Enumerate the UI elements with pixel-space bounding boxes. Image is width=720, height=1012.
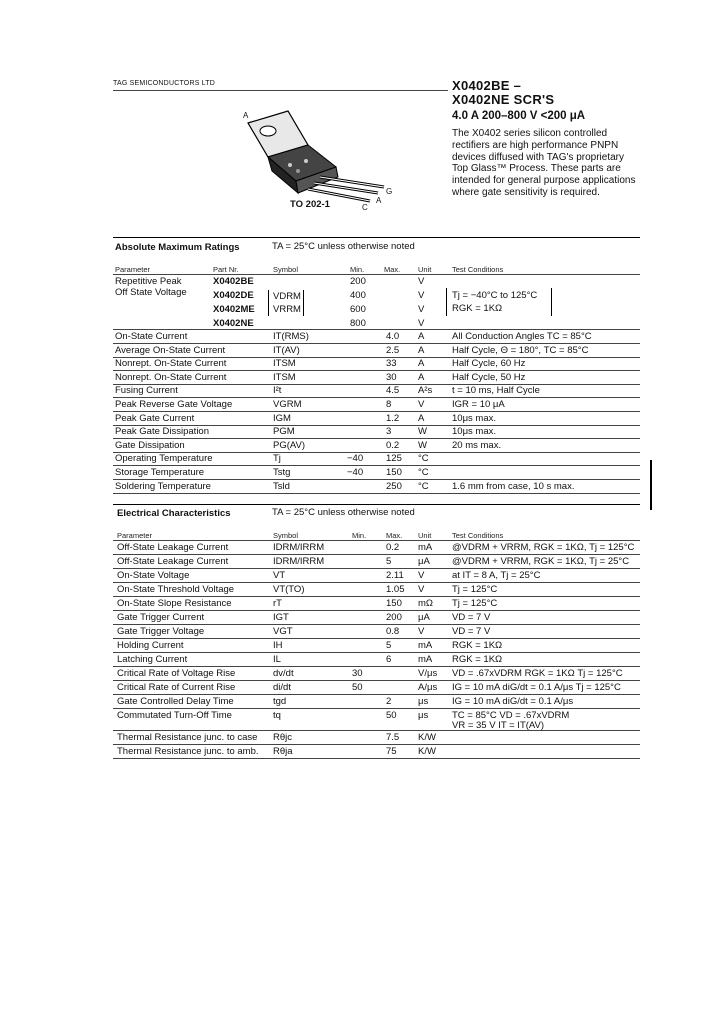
table-cell-symbol: dv/dt: [273, 668, 294, 679]
row-divider: [113, 744, 640, 745]
table-cell-symbol: Rθjc: [273, 732, 293, 743]
elec-header-test-conditions: Test Conditions: [452, 531, 504, 540]
table-cell-parameter: Gate Controlled Delay Time: [117, 696, 234, 707]
table-cell-symbol: Tstg: [273, 467, 291, 478]
part-number: X0402DE: [213, 290, 254, 301]
part-number: X0402ME: [213, 304, 255, 315]
table-cell-conditions: IG = 10 mA diG/dt = 0.1 A/μs Tj = 125°C: [452, 682, 621, 693]
abs-rep-symbol-bracket: [268, 290, 304, 316]
table-cell-max: 6: [386, 654, 392, 665]
table-cell-unit: K/W: [418, 732, 436, 743]
table-cell-symbol: IH: [273, 640, 283, 651]
abs-header-divider: [113, 274, 640, 275]
abs-row-divider: [113, 329, 640, 330]
table-cell-conditions: All Conduction Angles TC = 85°C: [452, 331, 592, 342]
table-cell-parameter: On-State Slope Resistance: [117, 598, 232, 609]
row-divider: [113, 582, 640, 583]
row-divider: [113, 652, 640, 653]
row-divider: [113, 438, 640, 439]
table-cell-symbol: IL: [273, 654, 281, 665]
abs-rep-symbol-vdrm: VDRM: [273, 291, 301, 302]
table-cell-parameter: Peak Gate Current: [115, 413, 195, 424]
abs-header-max: Max.: [384, 265, 401, 274]
row-divider: [113, 694, 640, 695]
table-cell-unit: V/μs: [418, 668, 438, 679]
table-cell-unit: A/μs: [418, 682, 438, 693]
table-cell-max: 0.2: [386, 542, 400, 553]
table-cell-parameter: Gate Trigger Current: [117, 612, 205, 623]
elec-header-parameter: Parameter: [117, 531, 153, 540]
table-cell-max: 7.5: [386, 732, 400, 743]
table-cell-unit: mΩ: [418, 598, 434, 609]
row-divider: [113, 343, 640, 344]
abs-header-partnr: Part Nr.: [213, 265, 239, 274]
row-divider: [113, 479, 640, 480]
table-cell-symbol: di/dt: [273, 682, 291, 693]
table-cell-parameter: On-State Voltage: [117, 570, 190, 581]
abs-rep-param-line2: Off State Voltage: [115, 287, 187, 298]
abs-header-parameter: Parameter: [115, 265, 151, 274]
table-cell-parameter: Peak Reverse Gate Voltage: [115, 399, 233, 410]
table-cell-symbol: Rθja: [273, 746, 293, 757]
company-name: TAG SEMICONDUCTORS LTD: [113, 80, 216, 87]
row-divider: [113, 680, 640, 681]
row-divider: [113, 730, 640, 731]
table-cell-min: 30: [352, 668, 363, 679]
table-cell-parameter: Average On-State Current: [115, 345, 226, 356]
table-cell-conditions: t = 10 ms, Half Cycle: [452, 385, 540, 396]
table-cell-parameter: On-State Threshold Voltage: [117, 584, 235, 595]
table-cell-conditions: at IT = 8 A, Tj = 25°C: [452, 570, 541, 581]
table-cell-conditions: 20 ms max.: [452, 440, 502, 451]
table-cell-unit: μs: [418, 696, 429, 707]
table-cell-unit: mA: [418, 542, 433, 553]
table-cell-max: 1.05: [386, 584, 405, 595]
table-cell-max: 50: [386, 710, 397, 721]
table-cell-conditions: Half Cycle, Θ = 180°, TC = 85°C: [452, 345, 589, 356]
row-divider: [113, 758, 640, 759]
table-cell-parameter: Critical Rate of Current Rise: [117, 682, 236, 693]
table-cell-conditions: VD = 7 V: [452, 612, 491, 623]
table-cell-unit: A²s: [418, 385, 433, 396]
section-divider-electrical: [113, 504, 640, 505]
row-divider: [113, 493, 640, 494]
table-cell-unit: V: [418, 399, 425, 410]
table-cell-parameter: Off-State Leakage Current: [117, 542, 229, 553]
table-cell-max: 4.0: [386, 331, 400, 342]
table-cell-conditions: 10μs max.: [452, 413, 497, 424]
abs-header-min: Min.: [350, 265, 365, 274]
table-cell-conditions: RGK = 1KΩ: [452, 640, 503, 651]
table-cell-symbol: VT(TO): [273, 584, 305, 595]
abs-rep-unit: V: [418, 276, 425, 287]
table-cell-max: 33: [386, 358, 397, 369]
table-cell-max: 30: [386, 372, 397, 383]
table-cell-conditions-line2: VR = 35 V IT = IT(AV): [452, 720, 545, 731]
table-cell-unit: μA: [418, 612, 430, 623]
table-cell-max: 1.2: [386, 413, 400, 424]
table-cell-parameter: Nonrept. On-State Current: [115, 358, 227, 369]
table-cell-symbol: ITSM: [273, 372, 296, 383]
row-divider: [113, 411, 640, 412]
abs-rep-param-line1: Repetitive Peak: [115, 276, 182, 287]
row-divider: [113, 568, 640, 569]
abs-rep-max: 200: [350, 276, 366, 287]
table-cell-conditions: TC = 85°C VD = .67xVDRM: [452, 710, 570, 721]
table-cell-unit: μs: [418, 710, 429, 721]
table-cell-parameter: Thermal Resistance junc. to case: [117, 732, 258, 743]
table-cell-symbol: VGT: [273, 626, 293, 637]
header-divider: [113, 90, 448, 91]
table-cell-symbol: tgd: [273, 696, 287, 707]
table-cell-max: 75: [386, 746, 397, 757]
part-title-line2: X0402NE SCR'S: [452, 92, 555, 107]
table-cell-conditions: Half Cycle, 60 Hz: [452, 358, 526, 369]
table-cell-max: 2.11: [386, 570, 404, 581]
table-cell-max: 250: [386, 481, 402, 492]
abs-rep-cond-line2: RGK = 1KΩ: [452, 303, 503, 314]
table-cell-symbol: IGM: [273, 413, 291, 424]
table-cell-parameter: On-State Current: [115, 331, 188, 342]
row-divider: [113, 708, 640, 709]
pin-label-g: G: [386, 187, 393, 196]
table-cell-max: 5: [386, 556, 392, 567]
abs-rep-cond-line1: Tj = −40°C to 125°C: [452, 290, 538, 301]
table-cell-unit: W: [418, 440, 427, 451]
table-cell-parameter: Storage Temperature: [115, 467, 205, 478]
table-cell-unit: A: [418, 413, 425, 424]
table-cell-symbol: I²t: [273, 385, 282, 396]
table-cell-symbol: PG(AV): [273, 440, 306, 451]
table-cell-unit: V: [418, 626, 425, 637]
elec-header-unit: Unit: [418, 531, 432, 540]
table-cell-conditions: @VDRM + VRRM, RGK = 1KΩ, Tj = 125°C: [452, 542, 635, 553]
table-cell-unit: A: [418, 345, 425, 356]
table-cell-symbol: IGT: [273, 612, 289, 623]
table-cell-parameter: Thermal Resistance junc. to amb.: [117, 746, 259, 757]
abs-rep-max: 800: [350, 318, 366, 329]
table-cell-unit: A: [418, 331, 425, 342]
margin-mark: [650, 460, 652, 510]
abs-header-test-conditions: Test Conditions: [452, 265, 504, 274]
pin-label-a: A: [376, 196, 382, 205]
absolute-max-condition: TA = 25°C unless otherwise noted: [272, 241, 415, 252]
table-cell-unit: W: [418, 426, 427, 437]
row-divider: [113, 624, 640, 625]
row-divider: [113, 554, 640, 555]
table-cell-symbol: VGRM: [273, 399, 302, 410]
table-cell-symbol: ITSM: [273, 358, 296, 369]
row-divider: [113, 397, 640, 398]
pin-label-a-tab: A: [243, 111, 249, 120]
pin-label-c: C: [362, 203, 368, 212]
table-cell-symbol: VT: [273, 570, 286, 581]
row-divider: [113, 370, 640, 371]
section-divider-top: [113, 237, 640, 238]
table-cell-parameter: Commutated Turn-Off Time: [117, 710, 232, 721]
table-cell-min: −40: [347, 453, 364, 464]
table-cell-max: 125: [386, 453, 402, 464]
key-ratings: 4.0 A 200–800 V <200 μA: [452, 110, 586, 122]
table-cell-max: 4.5: [386, 385, 400, 396]
table-cell-max: 0.8: [386, 626, 400, 637]
abs-rep-max: 400: [350, 290, 366, 301]
table-cell-parameter: Critical Rate of Voltage Rise: [117, 668, 236, 679]
table-cell-symbol: IT(RMS): [273, 331, 309, 342]
table-cell-conditions: @VDRM + VRRM, RGK = 1KΩ, Tj = 25°C: [452, 556, 630, 567]
table-cell-conditions: 10μs max.: [452, 426, 497, 437]
table-cell-conditions: Half Cycle, 50 Hz: [452, 372, 526, 383]
table-cell-max: 5: [386, 640, 392, 651]
table-cell-parameter: Nonrept. On-State Current: [115, 372, 227, 383]
table-cell-parameter: Operating Temperature: [115, 453, 213, 464]
package-label: TO 202-1: [290, 199, 330, 210]
table-cell-parameter: Holding Current: [117, 640, 184, 651]
abs-rep-unit: V: [418, 290, 425, 301]
table-cell-conditions: Tj = 125°C: [452, 584, 498, 595]
table-cell-parameter: Gate Trigger Voltage: [117, 626, 205, 637]
table-cell-symbol: IDRM/IRRM: [273, 556, 325, 567]
table-cell-unit: μA: [418, 556, 430, 567]
row-divider: [113, 596, 640, 597]
table-cell-max: 2: [386, 696, 392, 707]
table-cell-conditions: VD = .67xVDRM RGK = 1KΩ Tj = 125°C: [452, 668, 623, 679]
table-cell-unit: °C: [418, 481, 429, 492]
row-divider: [113, 384, 640, 385]
table-cell-symbol: rT: [273, 598, 282, 609]
table-cell-max: 200: [386, 612, 402, 623]
part-number: X0402NE: [213, 318, 254, 329]
table-cell-symbol: PGM: [273, 426, 295, 437]
table-cell-conditions: IG = 10 mA diG/dt = 0.1 A/μs: [452, 696, 574, 707]
row-divider: [113, 638, 640, 639]
table-cell-symbol: tq: [273, 710, 281, 721]
table-cell-min: −40: [347, 467, 364, 478]
table-cell-max: 3: [386, 426, 392, 437]
absolute-max-title: Absolute Maximum Ratings: [115, 242, 240, 253]
table-cell-conditions: VD = 7 V: [452, 626, 491, 637]
table-cell-symbol: IDRM/IRRM: [273, 542, 325, 553]
table-cell-unit: A: [418, 372, 425, 383]
table-cell-parameter: Off-State Leakage Current: [117, 556, 229, 567]
table-cell-conditions: 1.6 mm from case, 10 s max.: [452, 481, 575, 492]
table-cell-unit: V: [418, 584, 425, 595]
table-cell-unit: A: [418, 358, 425, 369]
table-cell-unit: °C: [418, 467, 429, 478]
table-cell-max: 150: [386, 598, 402, 609]
abs-rep-max: 600: [350, 304, 366, 315]
table-cell-unit: K/W: [418, 746, 436, 757]
table-cell-parameter: Fusing Current: [115, 385, 178, 396]
table-cell-conditions: RGK = 1KΩ: [452, 654, 503, 665]
table-cell-min: 50: [352, 682, 363, 693]
table-cell-max: 2.5: [386, 345, 400, 356]
table-cell-conditions: Tj = 125°C: [452, 598, 498, 609]
table-cell-unit: °C: [418, 453, 429, 464]
table-cell-unit: V: [418, 570, 425, 581]
table-cell-max: 8: [386, 399, 392, 410]
part-number: X0402BE: [213, 276, 254, 287]
table-cell-parameter: Soldering Temperature: [115, 481, 211, 492]
table-cell-symbol: Tsld: [273, 481, 290, 492]
table-cell-conditions: IGR = 10 μA: [452, 399, 505, 410]
elec-header-max: Max.: [386, 531, 403, 540]
product-description: The X0402 series silicon controlled rectifiers are high performance PNPN devices diffused with TAG's proprietary Top Glass™ Process. These parts are intended for general purpose applications where gate sensitivity is required.: [452, 128, 636, 198]
table-cell-max: 150: [386, 467, 402, 478]
row-divider: [113, 465, 640, 466]
row-divider: [113, 666, 640, 667]
abs-rep-unit: V: [418, 304, 425, 315]
table-cell-unit: mA: [418, 654, 433, 665]
abs-rep-symbol-vrrm: VRRM: [273, 304, 301, 315]
row-divider: [113, 610, 640, 611]
elec-header-symbol: Symbol: [273, 531, 299, 540]
table-cell-unit: mA: [418, 640, 433, 651]
abs-rep-unit: V: [418, 318, 425, 329]
electrical-title: Electrical Characteristics: [117, 508, 231, 519]
table-cell-symbol: IT(AV): [273, 345, 300, 356]
part-title-line1: X0402BE –: [452, 78, 522, 93]
table-cell-max: 0.2: [386, 440, 400, 451]
electrical-condition: TA = 25°C unless otherwise noted: [272, 507, 415, 518]
table-cell-parameter: Latching Current: [117, 654, 188, 665]
table-cell-parameter: Gate Dissipation: [115, 440, 185, 451]
table-cell-parameter: Peak Gate Dissipation: [115, 426, 209, 437]
table-cell-symbol: Tj: [273, 453, 281, 464]
abs-header-symbol: Symbol: [273, 265, 299, 274]
elec-header-divider: [113, 540, 640, 541]
abs-header-unit: Unit: [418, 265, 432, 274]
elec-header-min: Min.: [352, 531, 367, 540]
